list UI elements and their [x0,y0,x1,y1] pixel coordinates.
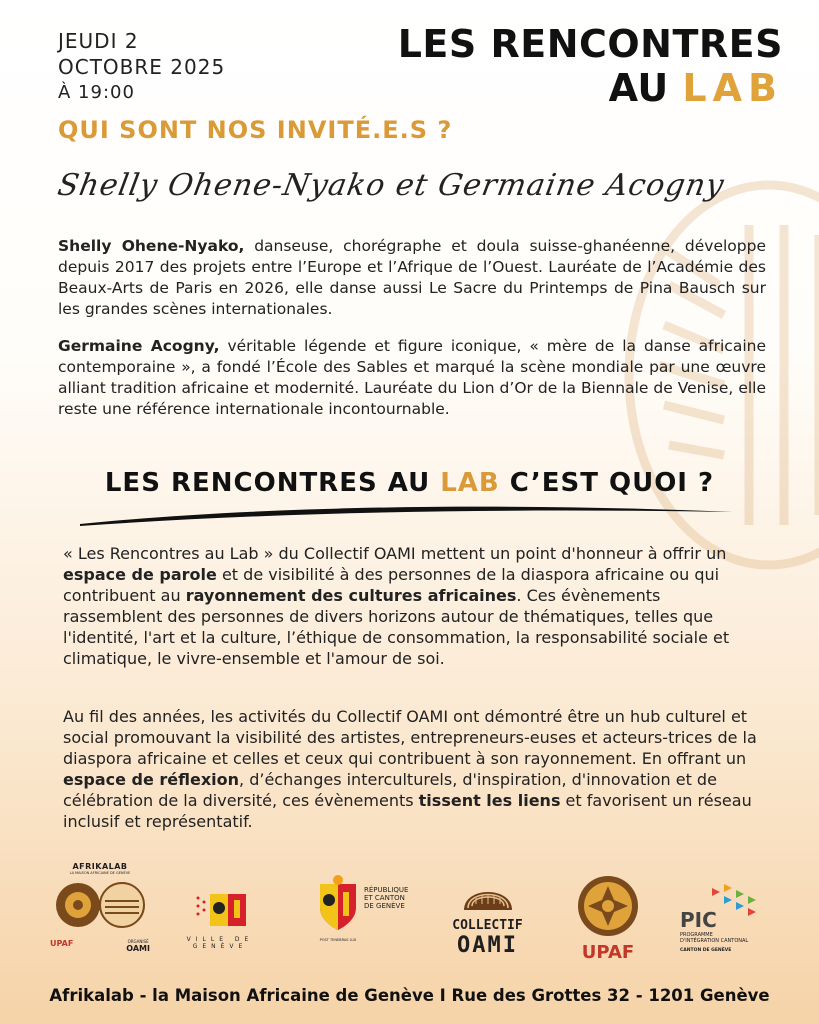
bio-germaine [58,336,766,420]
logo-pic [680,882,790,953]
oami-basket-icon [460,874,516,914]
canton-label: ET CANTON [364,894,405,902]
bio-shelly [58,236,766,320]
ville-label: VILLE DE [186,936,254,943]
p1-text-a: « Les Rencontres au Lab » du Collectif OAMI mettent un point d'honneur à offrir un [63,544,727,563]
about-paragraph-1 [63,543,763,669]
about-heading-lab: LAB [440,468,500,498]
logo-afrikalab-upaf-oami [50,862,150,953]
republique-label: RÉPUBLIQUE [364,886,409,894]
post-tenebras-label: POST TENEBRAS LUX [319,938,357,942]
bio-germaine-name: Germaine Acogny, [58,337,220,355]
event-date [58,28,225,106]
about-heading [0,468,819,498]
bio-shelly-text: danseuse, chorégraphe et doula suisse-ghanéenne, développe depuis 2017 des projets entre l’Europe et l’Afrique de l’Ouest. Lauréate de l’Académie des Beaux-Arts de Paris en 2026, elle danse aussi Le Sacre du Printemps de Pina Bausch sur les grandes scènes internationales. [58,237,766,318]
p1-bold-espace-parole: espace de parole [63,565,217,584]
logo-upaf [573,874,643,963]
date-day: JEUDI 2 [58,29,139,53]
logo-collectif-oami [440,874,535,958]
about-heading-pre: LES RENCONTRES AU [104,468,441,498]
upaf-emblem-icon [574,874,642,938]
about-paragraph-2 [63,706,763,832]
upaf-label: UPAF [581,942,635,963]
afrikalab-subtitle: LA MAISON AFRICAINE DE GENÈVE [69,871,131,875]
date-month-year: OCTOBRE 2025 [58,55,226,79]
footer-address: Afrikalab - la Maison Africaine de Genève I Rue des Grottes 32 - 1201 Genève [49,986,770,1005]
organise-label: ORGANISÉ [127,939,149,944]
oami-label: OAMI [457,933,518,958]
bio-shelly-name: Shelly Ohene-Nyako, [58,237,245,255]
geneva-shield-icon [190,890,250,932]
event-time: À 19:00 [58,82,135,103]
brush-underline [78,498,738,528]
title-au: AU [608,66,683,110]
de-geneve-label: DE GENÈVE [364,902,405,910]
oami-small-wordmark: OAMI [126,944,150,953]
collectif-label: COLLECTIF [452,918,523,933]
p2-text-e: et favorisent un réseau inclusif et représentatif. [63,791,752,831]
title-line1: LES RENCONTRES [397,22,783,66]
pic-sub1: PROGRAMME [680,932,713,938]
afrikalab-wordmark: AFRIKALAB [72,862,128,871]
pic-sub2: D'INTÉGRATION CANTONAL [680,938,749,944]
logo-ville-de-geneve [170,890,270,950]
guests-heading: QUI SONT NOS INVITÉ.E.S ? [58,116,453,144]
geneve-label: GENÈVE [192,943,248,950]
logo-republique-canton [316,874,426,942]
p2-bold-espace-reflexion: espace de réflexion [63,770,240,789]
title-line2 [398,66,783,110]
afrikalab-logos-icon [50,875,150,935]
p1-text-e: . Ces évènements rassemblent des personnes de divers horizons autour de thématiques, telles que l'identité, l'art et la culture, l’éthique de consommation, la responsabilité sociale et climatique, le vivre-ensemble et l'amour de soi. [63,586,730,668]
p2-text-a: Au fil des années, les activités du Collectif OAMI ont démontré être un hub culturel et social promouvant la visibilité des artistes, entrepreneurs-euses et acteurs-trices de la diaspora africaine et celles et ceux qui contribuent à son rayonnement. En offrant un [63,707,757,768]
upaf-small-label: UPAF [50,939,74,948]
about-heading-post: C’EST QUOI ? [499,468,715,498]
bio-germaine-text: véritable légende et figure iconique, « mère de la danse africaine contemporaine », a fondé l’École des Sables et marqué la scène mondiale par une œuvre alliant tradition africaine et modernité. Lauréate du Lion d’Or de la Biennale de Venise, elle reste une référence internationale incontournable. [58,337,766,418]
event-title [398,22,783,110]
oami-small-label [126,939,150,953]
p1-text-c: et de visibilité à des personnes de la diaspora africaine ou qui contribuent au [63,565,720,605]
pic-label: PIC [680,908,717,932]
pic-arrows-icon [708,882,768,922]
canton-coat-of-arms-icon [316,874,360,934]
p2-bold-tissent-liens: tissent les liens [418,791,561,810]
title-lab: LAB [682,66,783,110]
p2-text-c: , d’échanges interculturels, d'inspiration, d'innovation et de célébration de la diversité, ces évènements [63,770,717,810]
p1-bold-rayonnement: rayonnement des cultures africaines [185,586,517,605]
pic-sub3: CANTON DE GENÈVE [680,948,732,953]
guests-signature: Shelly Ohene-Nyako et Germaine Acogny [54,168,728,203]
